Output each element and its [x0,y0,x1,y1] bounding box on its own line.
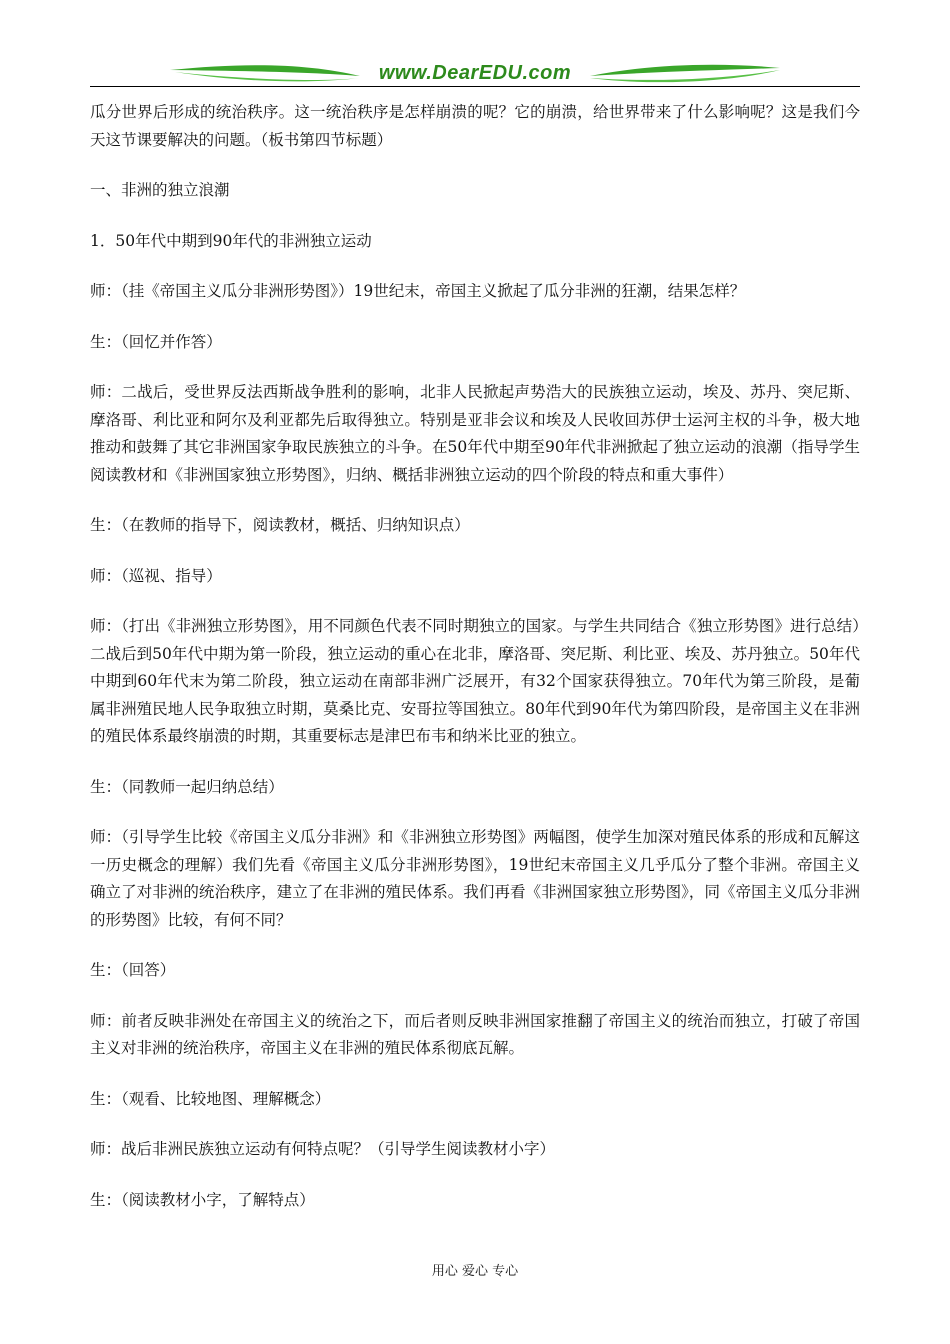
paragraph: 师：（挂《帝国主义瓜分非洲形势图》）19世纪末，帝国主义掀起了瓜分非洲的狂潮，结果怎样？ [90,282,746,300]
paragraph: 生：（阅读教材小字，了解特点） [90,1190,315,1209]
paragraph: 师：（引导学生比较《帝国主义瓜分非洲》和《非洲独立形势图》两幅图，使学生加深对殖民体系的形成和瓦解这一历史概念的理解）我们先看《帝国主义瓜分非洲形势图》，19世纪末帝国主义几乎瓜分了整个非洲。帝国主义确立了对非洲的统治秩序，建立了在非洲的殖民体系。我们再看《非洲国家独立形势图》，同《帝国主义瓜分非洲的形势图》比较，有何不同？ [90,828,860,929]
paragraph: 师：二战后，受世界反法西斯战争胜利的影响，北非人民掀起声势浩大的民族独立运动，埃及、苏丹、突尼斯、摩洛哥、利比亚和阿尔及利亚都先后取得独立。特别是亚非会议和埃及人民收回苏伊士运河主权的斗争，极大地推动和鼓舞了其它非洲国家争取民族独立的斗争。在50年代中期至90年代非洲掀起了独立运动的浪潮（指导学生阅读教材和《非洲国家独立形势图》，归纳、概括非洲独立运动的四个阶段的特点和重大事件） [90,383,860,484]
logo-text: www.DearEDU.com [378,62,572,84]
paragraph: 生：（在教师的指导下，阅读教材，概括、归纳知识点） [90,516,470,534]
paragraph: 瓜分世界后形成的统治秩序。这一统治秩序是怎样崩溃的呢？它的崩溃，给世界带来了什么影响呢？这是我们今天这节课要解决的问题。（板书第四节标题） [90,103,860,149]
subsection-heading: 1．50年代中期到90年代的非洲独立运动 [90,231,372,250]
document-body [90,99,860,1237]
header-rule [90,86,860,87]
paragraph: 师：前者反映非洲处在帝国主义的统治之下，而后者则反映非洲国家推翻了帝国主义的统治而独立，打破了帝国主义对非洲的统治秩序，帝国主义在非洲的殖民体系彻底瓦解。 [90,1011,860,1057]
paragraph: 生：（观看、比较地图、理解概念） [90,1089,331,1108]
paragraph: 师：战后非洲民族独立运动有何特点呢？（引导学生阅读教材小字） [90,1140,556,1158]
paragraph: 生：（同教师一起归纳总结） [90,777,284,796]
section-heading: 一、非洲的独立浪潮 [90,181,230,199]
paragraph: 生：（回忆并作答） [90,332,222,351]
paragraph: 师：（巡视、指导） [90,566,222,585]
paragraph: 师：（打出《非洲独立形势图》，用不同颜色代表不同时期独立的国家。与学生共同结合《独立形势图》进行总结）二战后到50年代中期为第一阶段，独立运动的重心在北非，摩洛哥、突尼斯、利比亚、埃及、苏丹独立。50年代中期到60年代末为第二阶段，独立运动在南部非洲广泛展开，有32个国家获得独立。70年代为第三阶段，是葡属非洲殖民地人民争取独立时期，莫桑比克、安哥拉等国独立。80年代到90年代为第四阶段，是帝国主义在非洲的殖民体系最终崩溃的时期，其重要标志是津巴布韦和纳米比亚的独立。 [90,617,860,745]
paragraph: 生：（回答） [90,961,176,979]
page-footer: 用心 爱心 专心 [431,1264,519,1279]
